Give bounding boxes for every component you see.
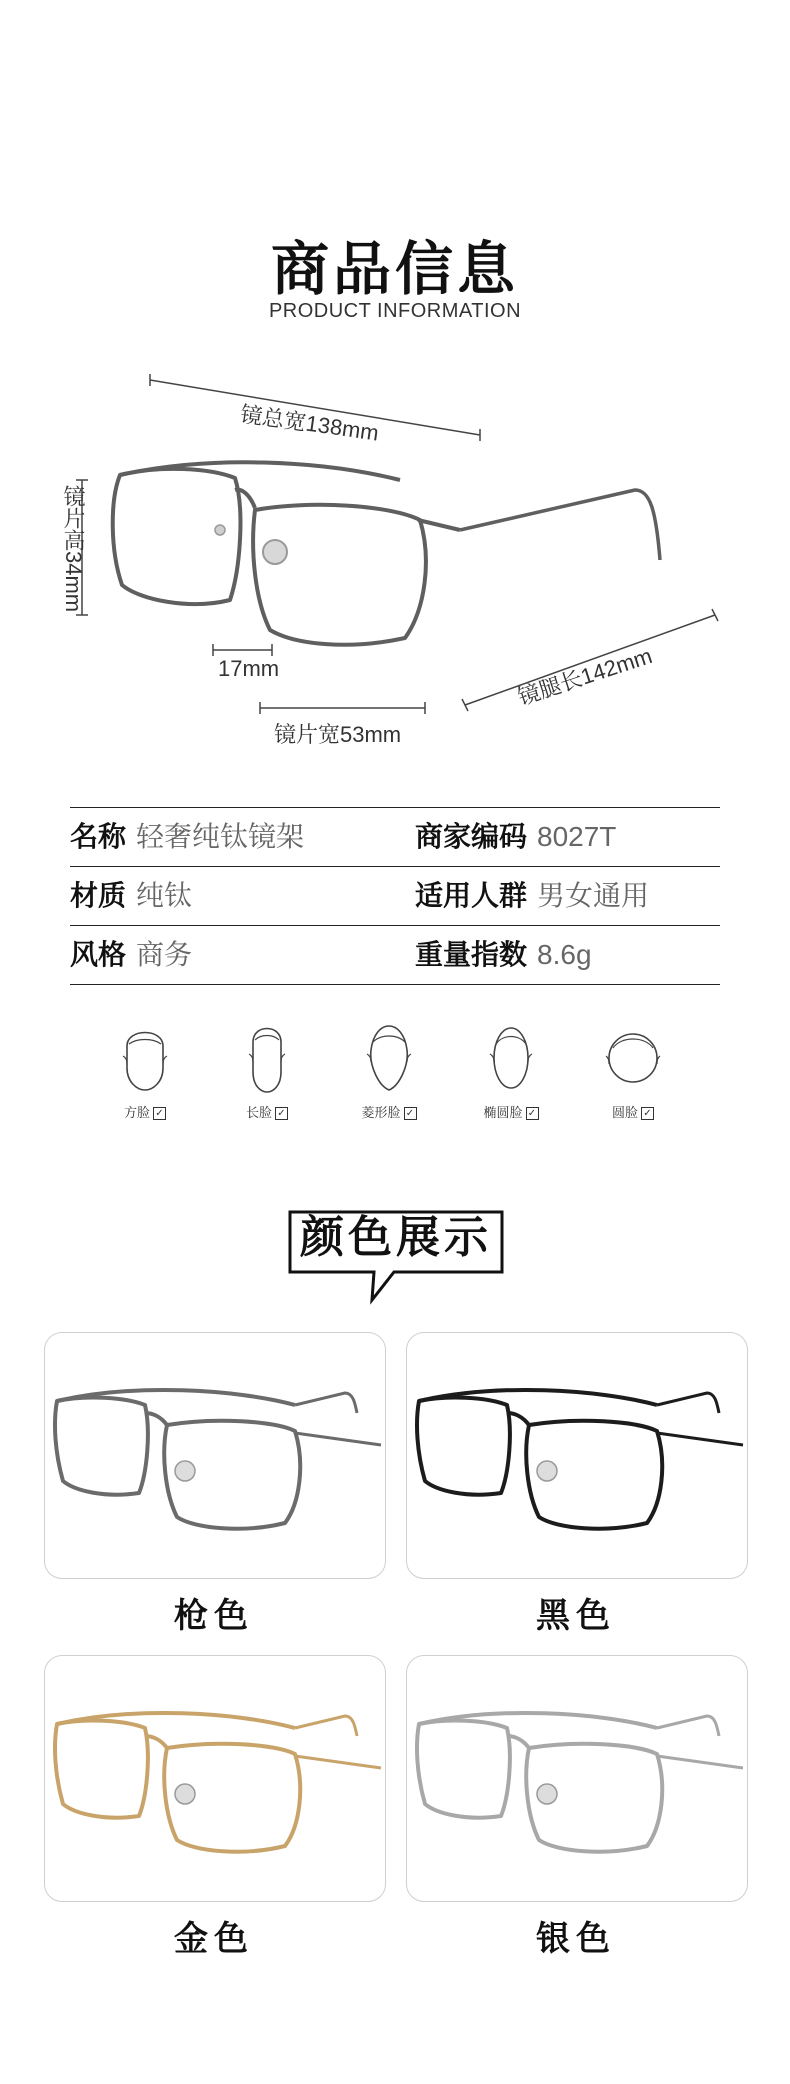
spec-value: 商务 xyxy=(136,939,193,970)
face-shape-square xyxy=(100,1020,190,1121)
temple-length-label: 镜腿长142mm xyxy=(514,643,656,710)
square-face-icon xyxy=(115,1020,175,1096)
color-card-gunmetal xyxy=(44,1332,386,1579)
spec-row xyxy=(70,866,720,925)
face-shape-diamond xyxy=(344,1020,434,1121)
glasses-image xyxy=(407,1656,747,1901)
spec-key: 风格 xyxy=(70,939,127,970)
spec-value: 8.6g xyxy=(537,939,592,970)
glasses-image xyxy=(45,1656,385,1901)
face-shape-label: 长脸 xyxy=(245,1105,272,1120)
long-face-icon xyxy=(237,1020,297,1096)
face-shape-long xyxy=(222,1020,312,1121)
glasses-diagram xyxy=(60,360,740,760)
color-card-silver xyxy=(406,1655,748,1902)
lens-height-label: 镜片高34mm xyxy=(61,485,86,613)
spec-row xyxy=(70,807,720,866)
checkbox-icon: ✓ xyxy=(526,1107,539,1120)
spec-row xyxy=(70,925,720,985)
face-shape-oval xyxy=(466,1020,556,1121)
color-label: 黑色 xyxy=(536,1597,616,1635)
lens-width-label: 镜片宽53mm xyxy=(274,722,402,747)
checkbox-icon: ✓ xyxy=(275,1107,288,1120)
spec-key: 适用人群 xyxy=(415,880,528,911)
face-shape-label: 椭圆脸 xyxy=(483,1105,523,1120)
diamond-face-icon xyxy=(359,1020,419,1096)
page-subtitle: PRODUCT INFORMATION xyxy=(268,300,522,322)
color-label: 金色 xyxy=(174,1920,254,1958)
color-label: 银色 xyxy=(536,1920,616,1958)
checkbox-icon: ✓ xyxy=(404,1107,417,1120)
face-shape-round xyxy=(588,1020,678,1121)
dimension-diagram xyxy=(60,360,740,760)
face-shape-list xyxy=(100,1020,680,1130)
spec-key: 商家编码 xyxy=(415,821,528,852)
face-shape-label: 菱形脸 xyxy=(361,1105,401,1120)
spec-value: 男女通用 xyxy=(537,880,650,911)
glasses-image xyxy=(407,1333,747,1578)
face-shape-label: 方脸 xyxy=(123,1105,150,1120)
color-card-gold xyxy=(44,1655,386,1902)
color-section-badge xyxy=(286,1208,506,1308)
spec-key: 材质 xyxy=(70,880,127,911)
spec-value: 8027T xyxy=(537,821,617,852)
color-label: 枪色 xyxy=(174,1597,254,1635)
checkbox-icon: ✓ xyxy=(641,1107,654,1120)
color-section-title: 颜色展示 xyxy=(300,1213,492,1262)
glasses-image xyxy=(45,1333,385,1578)
spec-key: 重量指数 xyxy=(415,939,528,970)
bridge-label: 17mm xyxy=(218,656,280,681)
spec-value: 纯钛 xyxy=(136,880,193,911)
round-face-icon xyxy=(603,1020,663,1096)
color-card-black xyxy=(406,1332,748,1579)
page-title: 商品信息 xyxy=(270,237,519,302)
spec-key: 名称 xyxy=(70,821,127,852)
spec-value: 轻奢纯钛镜架 xyxy=(136,821,305,852)
face-shape-label: 圆脸 xyxy=(611,1105,638,1120)
oval-face-icon xyxy=(481,1020,541,1096)
spec-table xyxy=(70,807,720,985)
checkbox-icon: ✓ xyxy=(153,1107,166,1120)
total-width-label: 镜总宽138mm xyxy=(238,401,381,446)
